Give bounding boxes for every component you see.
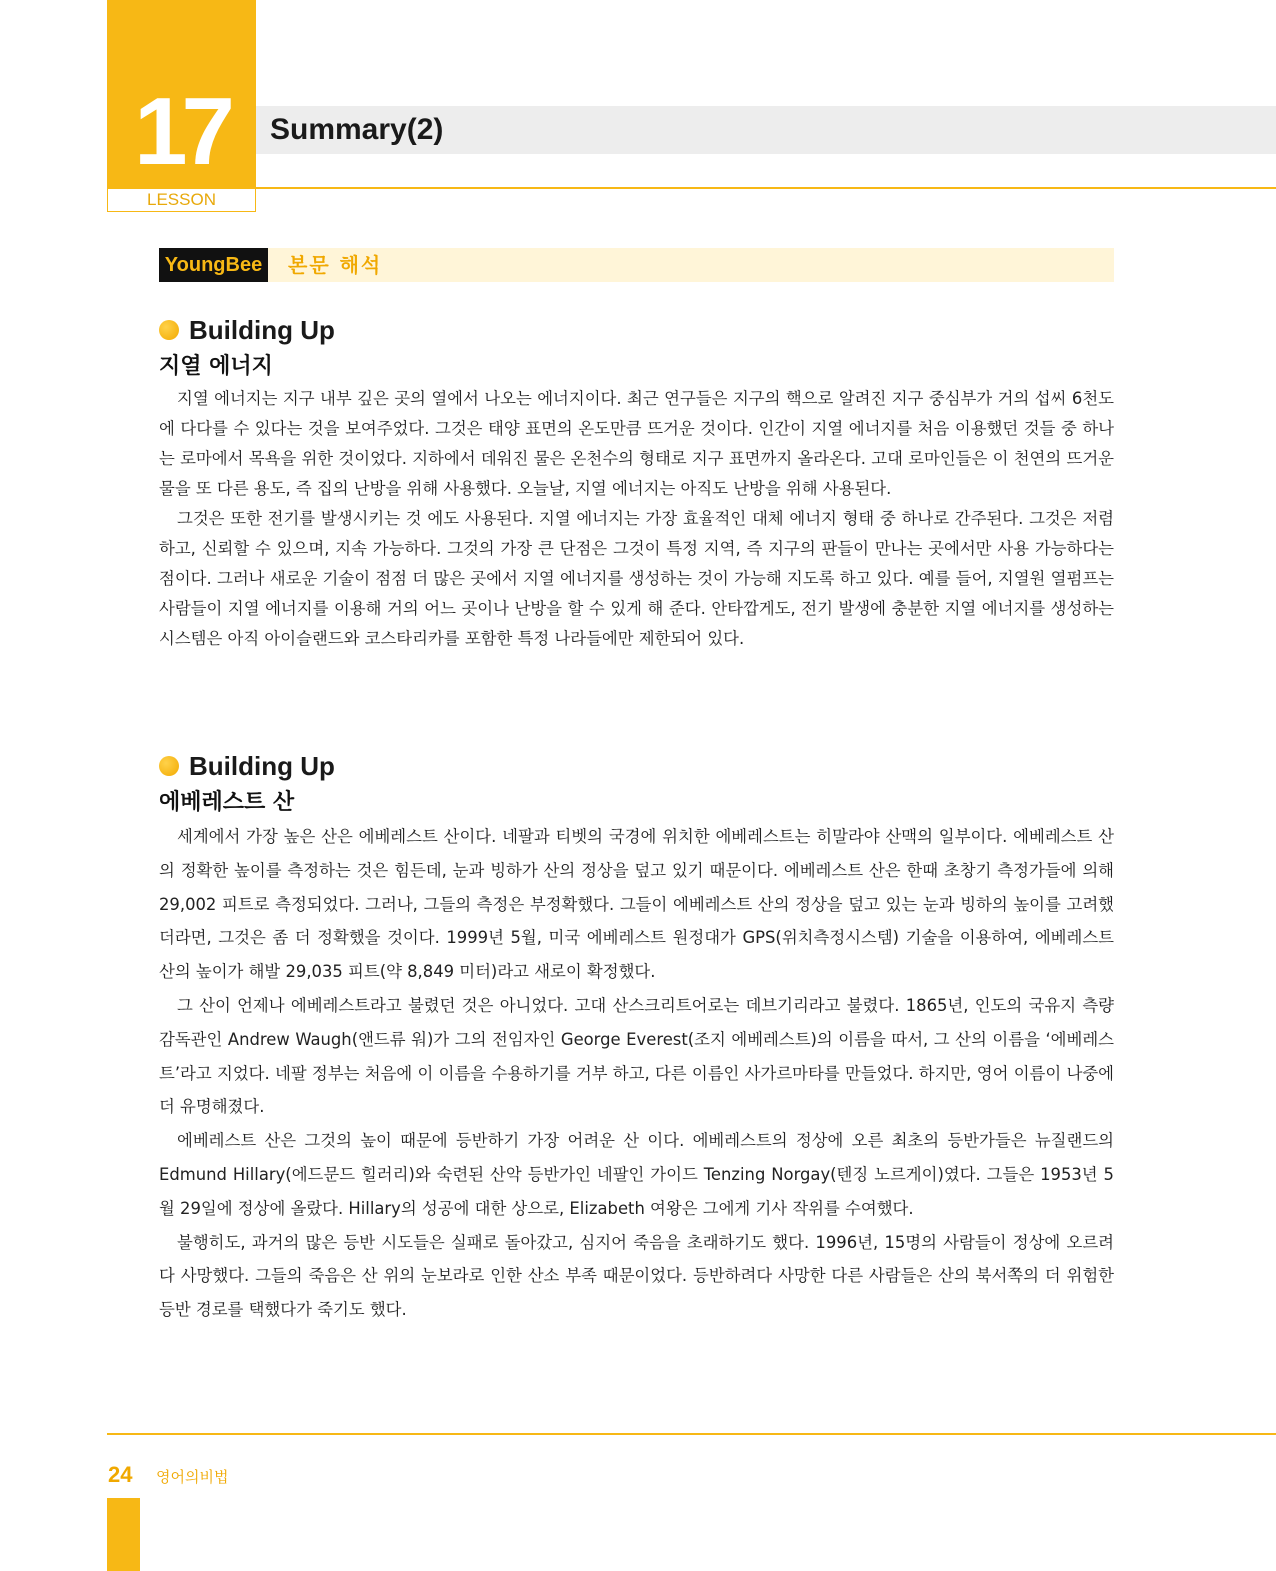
paragraph: 세계에서 가장 높은 산은 에베레스트 산이다. 네팔과 티벳의 국경에 위치한 에베레스트는 히말라야 산맥의 일부이다. 에베레스트 산의 정확한 높이를 측정하는 것은 힘든데, 눈과 빙하가 산의 정상을 덮고 있기 때문이다. 에베레스트 산은 한때 초창기 측정가들에 의해 29,002 피트로 측정되었다. 그러나, 그들의 측정은 부정확했다. 그들이 에베레스트 산의 정상을 덮고 있는 눈과 빙하의 높이를 고려했더라면, 그것은 좀 더 정확했을 것이다. 1999년 5월, 미국 에베레스트 원정대가 GPS(위치측정시스템) 기술을 이용하여, 에베레스트 산의 높이가 해발 29,035 피트(약 8,849 미터)라고 새로이 확정했다. xyxy=(159,827,1114,982)
section-label: 본문 해석 xyxy=(288,253,383,277)
paragraph: 불행히도, 과거의 많은 등반 시도들은 실패로 돌아갔고, 심지어 죽음을 초래하기도 했다. 1996년, 15명의 사람들이 정상에 오르려 다 사망했다. 그들의 죽음은 산 위의 눈보라로 인한 산소 부족 때문이었다. 등반하려다 사망한 다른 사람들은 산의 북서쪽의 더 위험한 등반 경로를 택했다가 죽기도 했다. xyxy=(159,1232,1114,1320)
title-divider xyxy=(256,187,1276,189)
section-bar xyxy=(268,248,1114,282)
section-heading-text: Building Up xyxy=(189,314,335,345)
book-name: 영어의비법 xyxy=(156,1468,229,1486)
youngbee-badge: YoungBee xyxy=(159,248,268,282)
bullet-dot-icon xyxy=(159,320,179,340)
section-geothermal xyxy=(159,312,1114,654)
section-heading xyxy=(159,312,1114,348)
page-title: Summary(2) xyxy=(270,113,444,146)
footer-tab xyxy=(107,1498,140,1571)
paragraph: 그것은 또한 전기를 발생시키는 것 에도 사용된다. 지열 에너지는 가장 효율적인 대체 에너지 형태 중 하나로 간주된다. 그것은 저렴하고, 신뢰할 수 있으며, 지속 가능하다. 그것의 가장 큰 단점은 그것이 특정 지역, 즉 지구의 판들이 만나는 곳에서만 사용 가능하다는 점이다. 그러나 새로운 기술이 점점 더 많은 곳에서 지열 에너지를 생성하는 것이 가능해 지도록 하고 있다. 예를 들어, 지열원 열펌프는 사람들이 지열 에너지를 이용해 거의 어느 곳이나 난방을 할 수 있게 해 준다. 안타깝게도, 전기 발생에 충분한 지열 에너지를 생성하는 시스템은 아직 아이슬랜드와 코스타리카를 포함한 특정 나라들에만 제한되어 있다. xyxy=(159,509,1114,648)
section-heading xyxy=(159,748,1114,784)
paragraph: 에베레스트 산은 그것의 높이 때문에 등반하기 가장 어려운 산 이다. 에베레스트의 정상에 오른 최초의 등반가들은 뉴질랜드의 Edmund Hillary(에드문드 힐러리)와 숙련된 산악 등반가인 네팔인 가이드 Tenzing Norgay(텐징 노르게이)였다. 그들은 1953년 5월 29일에 정상에 올랐다. Hillary의 성공에 대한 상으로, Elizabeth 여왕은 그에게 기사 작위를 수여했다. xyxy=(159,1131,1114,1218)
footer-divider xyxy=(107,1433,1276,1435)
section-heading-text: Building Up xyxy=(189,750,335,781)
lesson-label: LESSON xyxy=(107,188,256,212)
lesson-number: 17 xyxy=(134,78,229,185)
paragraph: 지열 에너지는 지구 내부 깊은 곳의 열에서 나오는 에너지이다. 최근 연구들은 지구의 핵으로 알려진 지구 중심부가 거의 섭씨 6천도에 다다를 수 있다는 것을 보여주었다. 그것은 태양 표면의 온도만큼 뜨거운 것이다. 인간이 지열 에너지를 처음 이용했던 것들 중 하나는 로마에서 목욕을 위한 것이었다. 지하에서 데워진 물은 온천수의 형태로 지구 표면까지 올라온다. 고대 로마인들은 이 천연의 뜨거운 물을 또 다른 용도, 즉 집의 난방을 위해 사용했다. 오늘날, 지열 에너지는 아직도 난방을 위해 사용된다. xyxy=(159,389,1114,498)
page-number: 24 xyxy=(108,1462,133,1487)
section-subtitle: 지열 에너지 xyxy=(159,354,273,379)
paragraph: 그 산이 언제나 에베레스트라고 불렸던 것은 아니었다. 고대 산스크리트어로는 데브기리라고 불렸다. 1865년, 인도의 국유지 측량 감독관인 Andrew Waugh(앤드류 워)가 그의 전임자인 George Everest(조지 에베레스트)의 이름을 따서, 그 산의 이름을 ‘에베레스트’라고 지었다. 네팔 정부는 처음에 이 이름을 수용하기를 거부 하고, 다른 이름인 사가르마타를 만들었다. 하지만, 영어 이름이 나중에 더 유명해졌다. xyxy=(159,995,1114,1117)
section-everest xyxy=(159,748,1114,1327)
section-subtitle: 에베레스트 산 xyxy=(159,790,295,815)
bullet-dot-icon xyxy=(159,756,179,776)
